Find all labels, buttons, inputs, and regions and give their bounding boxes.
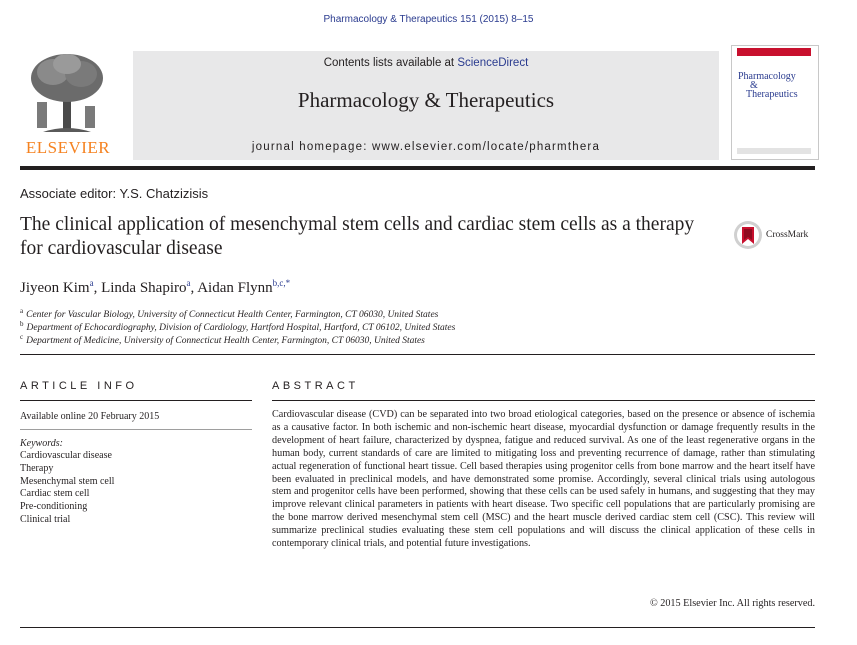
article-title: The clinical application of mesenchymal stem cells and cardiac stem cells as a therapy for cardiovascular disease [20,214,695,259]
elsevier-tree-icon [23,50,111,138]
keyword-item: Mesenchymal stem cell [20,475,115,487]
affiliation-item [20,307,438,320]
affiliation-text: Center for Vascular Biology, University of Connecticut Health Center, Farmington, CT 06030, United States [26,310,439,321]
keyword-item: Cardiac stem cell [20,488,90,500]
copyright-notice: © 2015 Elsevier Inc. All rights reserved. [649,598,815,609]
available-online: Available online 20 February 2015 [20,411,160,422]
affiliation-item [20,320,455,333]
author-affiliation-marker[interactable]: b,c,* [272,278,291,288]
elsevier-wordmark: ELSEVIER [25,138,111,157]
keywords-list [20,450,114,527]
author-separator: , [93,280,102,296]
author-name[interactable]: Jiyeon Kim [20,280,90,296]
keyword-item: Cardiovascular disease [20,450,112,461]
associate-editor: Associate editor: Y.S. Chatzizisis [20,186,209,201]
keyword-item: Pre-conditioning [20,501,88,513]
author-name[interactable]: Aidan Flynn [197,280,273,296]
affiliation-key: b [20,320,24,328]
article-info-rule [20,400,252,401]
author-list [20,278,290,297]
cover-bottom-band [737,148,811,154]
affiliation-key: a [20,307,24,315]
journal-citation[interactable]: Pharmacology & Therapeutics 151 (2015) 8–15 [323,14,534,25]
sciencedirect-link[interactable]: ScienceDirect [457,57,529,69]
keyword-item: Clinical trial [20,513,71,525]
crossmark-label[interactable]: CrossMark [766,230,809,240]
cover-title-line2: & [750,80,758,91]
keywords-heading: Keywords: [20,438,63,449]
cover-title-line3: Therapeutics [746,89,798,100]
affiliation-key: c [20,333,24,341]
journal-name: Pharmacology & Therapeutics [297,88,555,112]
journal-homepage-link[interactable]: journal homepage: www.elsevier.com/locate/pharmthera [251,141,601,153]
contents-prefix: Contents lists available at [323,57,458,69]
bottom-rule [20,627,815,628]
section-divider [20,354,815,355]
affiliation-item [20,333,425,346]
affiliation-text: Department of Medicine, University of Connecticut Health Center, Farmington, CT 06030, United States [26,336,425,347]
keyword-item: Therapy [20,462,54,474]
author-name[interactable]: Linda Shapiro [101,280,187,296]
author-affiliation-marker[interactable]: a [186,278,191,288]
abstract-text: Cardiovascular disease (CVD) can be separated into two broad etiological categories, based on the presence or absence of ischemia as a causative factor. In both ischemic and non-ischemic heart disease, myocardial dysfunction or damage frequently results in the development of heart failure, characterized by dyspnea, fatigue and reduced survival. As one of the least regenerative organs in the human body, current standards of care are limited to mitigating loss and preventing recurrence of damage, rather than stimulating actual regeneration of functional heart tissue. Cell based therapies using progenitor cells from bone marrow and the heart itself have been evaluated in preclinical models, and have demonstrated some promise. Accordingly, several clinical trials using autologous stem and progenitor cells have been performed, showing that these cells can be used safely in humans, and suggesting that they may improve relevant clinical parameters in patients with heart disease. Two specific cell populations that are particularly promising are the bone marrow derived mesenchymal stem cell (MSC) and the heart muscle derived cardiac stem cell (CSC). This review will summarize preclinical studies evaluating these stem cell populations and will discuss the clinical application of these cells in contemporary clinical trials, and potential future investigations. [272,409,815,550]
contents-line [133,57,719,69]
header-rule [20,166,815,170]
article-info-heading: ARTICLE INFO [20,380,138,392]
author-separator: , [190,280,198,296]
affiliation-text: Department of Echocardiography, Division of Cardiology, Hartford Hospital, Hartford, CT 06102, United States [26,323,456,334]
cover-top-band [737,48,811,56]
author-affiliation-marker[interactable]: a [89,278,94,288]
journal-cover-thumbnail[interactable] [731,45,819,160]
cover-title-line1: Pharmacology [738,71,796,82]
abstract-rule [272,400,815,401]
abstract-heading: ABSTRACT [272,380,359,392]
crossmark-icon[interactable] [733,220,763,250]
cover-title [738,72,814,99]
keywords-rule [20,429,252,430]
